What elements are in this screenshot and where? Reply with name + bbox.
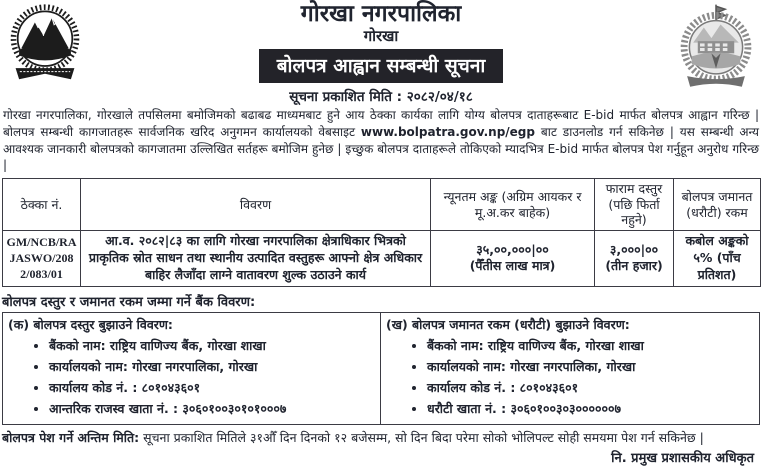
deposit-payment-list <box>385 337 755 417</box>
place-subtitle: गोरखा <box>363 26 399 45</box>
fee-payment-column <box>3 313 381 424</box>
deadline-line <box>0 425 762 447</box>
column-header-minimum-amount: न्यूनतम अङ्क (अग्रिम आयकर र मू.अ.कर बाहेक) <box>431 179 595 231</box>
list-item-bank-name: • बैंकको नाम: राष्ट्रिय वाणिज्य बैंक, गोरखा शाखा <box>427 337 755 354</box>
gorkha-municipality-emblem-icon <box>10 3 80 87</box>
form-fee-value: ३,०००|०० <box>609 241 659 257</box>
table-row <box>3 231 761 287</box>
publish-date-line: सूचना प्रकाशित मिति : २०८२/०४/१८ <box>289 89 473 105</box>
deposit-payment-column <box>381 313 759 424</box>
minimum-amount-words: (पैँतीस लाख मात्र) <box>469 258 556 274</box>
deposit-payment-heading: (ख) बोलपत्र जमानत रकम (धरौटी) बुझाउने विवरण: <box>386 316 630 332</box>
description-cell: आ.व. २०८२|८३ का लागि गोरखा नगरपालिका क्षेत्राधिकार भित्रको प्राकृतिक स्रोत साधन तथा स्थानीय उत्पादित वस्तुहरू आफ्नो क्षेत्र अधिकार बाहिर लैजाँदा लाग्ने वातावरण शुल्क उठाउने कार्य <box>81 231 431 287</box>
list-item-bank-name: • बैंकको नाम: राष्ट्रिय वाणिज्य बैंक, गोरखा शाखा <box>49 337 376 354</box>
bank-details-box <box>2 312 760 425</box>
notice-banner-title: बोलपत्र आह्वान सम्बन्धी सूचना <box>259 49 504 83</box>
list-item-office-code: • कार्यालय कोड नं. : ८०१०४३६०१ <box>427 379 755 396</box>
list-item-office-name: • कार्यालयको नाम: गोरखा नगरपालिका, गोरखा <box>49 358 376 375</box>
deadline-label: बोलपत्र पेश गर्ने अन्तिम मिति: <box>2 429 140 445</box>
column-header-form-fee: फाराम दस्तुर (पछि फिर्ता नहुने) <box>595 179 674 231</box>
column-header-contract-no: ठेक्का नं. <box>3 179 81 231</box>
signature-title: नि. प्रमुख प्रशासकीय अधिकृत <box>611 450 754 466</box>
fee-payment-list <box>7 337 376 417</box>
bolpatra-website-url: www.bolpatra.gov.np/egp <box>360 124 535 139</box>
list-item-deposit-account: • धरौटी खाता नं. : ३०६०१००३०३००००००७ <box>427 400 755 417</box>
bank-section-title: बोलपत्र दस्तुर र जमानत रकम जम्मा गर्ने बैंक विवरण: <box>2 294 256 310</box>
intro-text-before-url: गोरखा नगरपालिका, गोरखाले तपसिलमा बमोजिमको बढाबढ माध्यमबाट हुने आय ठेक्का कार्यका लागि योग्य बोलपत्र दाताहरूबाट E-bid मार्फत बोलपत्र आह्वान गरिन्छ | बोलपत्र सम्बन्धी कागजातहरू सार्वजनिक खरिद अनुगमन कार्यालयको वेबसाइट <box>3 108 759 139</box>
column-header-description: विवरण <box>81 179 431 231</box>
list-item-office-code: • कार्यालय कोड नं. : ८०१०४३६०१ <box>49 379 376 396</box>
deadline-text: सूचना प्रकाशित मितिले ३१औँ दिन दिनको १२ बजेसम्म, सो दिन बिदा परेमा सोको भोलिपल्ट सोही समयमा पेश गर्न सकिनेछ | <box>139 429 704 445</box>
intro-text-after-url: बाट डाउनलोड गर्न सकिनेछ | यस सम्बन्धी अन्य आवश्यक जानकारी बोलपत्रको कागजातमा उल्लिखित सर्तहरू बमोजिम हुनेछ | इच्छुक बोलपत्र दाताहरूले तोकिएको म्यादभित्र E-bid मार्फत बोलपत्र पेश गर्नुहून अनुरोध गरिन्छ | <box>3 124 759 173</box>
minimum-amount-cell <box>431 231 595 287</box>
table-header-row <box>3 179 761 231</box>
contract-number-cell: GM/NCB/RAJASWO/2082/083/01 <box>3 231 81 287</box>
municipality-seal-emblem-icon <box>678 3 754 93</box>
municipality-title: गोरखा नगरपालिका <box>300 1 462 27</box>
fee-payment-heading: (क) बोलपत्र दस्तुर बुझाउने विवरण: <box>8 316 173 332</box>
list-item-office-name: • कार्यालयको नाम: गोरखा नगरपालिका, गोरखा <box>427 358 755 375</box>
form-fee-words: (तीन हजार) <box>605 258 663 274</box>
intro-paragraph <box>0 105 762 174</box>
tender-table <box>2 178 761 287</box>
list-item-revenue-account: • आन्तरिक राजस्व खाता नं. : ३०६०१००३०१०१०००७ <box>49 400 376 417</box>
notice-header <box>0 0 762 105</box>
minimum-amount-value: ३५,००,०००|०० <box>476 241 549 257</box>
column-header-bid-security: बोलपत्र जमानत (धरौटी) रकम <box>674 179 761 231</box>
bid-security-cell: कबोल अङ्कको ५% (पाँच प्रतिशत) <box>674 231 761 287</box>
form-fee-cell <box>595 231 674 287</box>
